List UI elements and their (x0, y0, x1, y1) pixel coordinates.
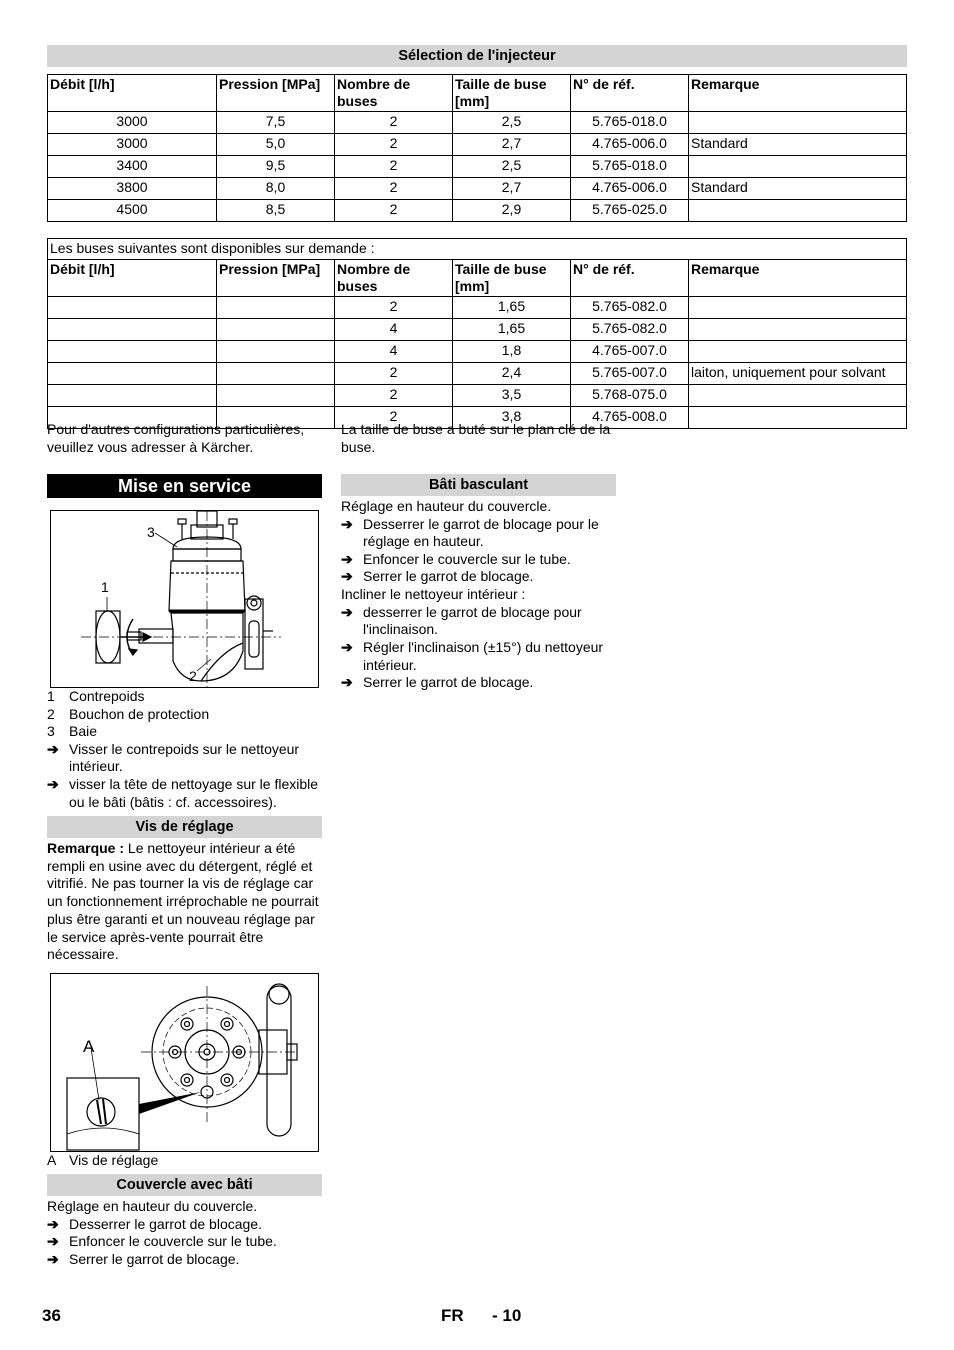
arrow-right-icon: ➔ (47, 1250, 59, 1267)
cleaning-head-drawing (51, 511, 318, 687)
cell: 8,0 (217, 178, 335, 200)
cell: 3000 (48, 134, 217, 156)
language-code: FR (441, 1306, 464, 1325)
table-row (48, 363, 907, 385)
cell: 3800 (48, 178, 217, 200)
injector-table (47, 74, 907, 222)
cell (48, 341, 217, 363)
figure-label-1: 1 (101, 579, 109, 595)
cell (48, 319, 217, 341)
couvercle-instructions (47, 1198, 325, 1268)
cell: 4.765-006.0 (571, 178, 689, 200)
instruction-step (341, 551, 621, 569)
step-text: Desserrer le garrot de blocage pour le réglage en hauteur. (363, 515, 599, 550)
legend-text: Bouchon de protection (69, 705, 210, 722)
sub-page-number: - 10 (492, 1306, 522, 1325)
legend-num: 3 (47, 723, 55, 740)
table-row (48, 156, 907, 178)
cell: 5.768-075.0 (571, 385, 689, 407)
instruction-step (47, 776, 325, 811)
cell: 7,5 (217, 112, 335, 134)
cell: 8,5 (217, 200, 335, 222)
legend-text: Contrepoids (69, 688, 145, 704)
instruction-step (47, 1216, 325, 1234)
intro-text: Incliner le nettoyeur intérieur : (341, 586, 526, 603)
intro-text: Réglage en hauteur du couvercle. (47, 1198, 258, 1214)
legend-num: 1 (47, 688, 55, 704)
cell: 5.765-018.0 (571, 112, 689, 134)
arrow-right-icon: ➔ (341, 515, 353, 532)
col-header: Nombre de buses (335, 260, 453, 297)
table-row (48, 297, 907, 319)
cell: 2,5 (453, 156, 571, 178)
cell: 1,8 (453, 341, 571, 363)
cell (217, 297, 335, 319)
cell: 5.765-018.0 (571, 156, 689, 178)
step-text: Serrer le garrot de blocage. (363, 674, 534, 691)
cell: 2,9 (453, 200, 571, 222)
col-header: Débit [l/h] (48, 260, 217, 297)
section-title-couvercle: Couvercle avec bâti (47, 1174, 322, 1196)
arrow-right-icon: ➔ (341, 638, 353, 655)
section-title-mise-en-service: Mise en service (47, 474, 322, 498)
cell: 2,4 (453, 363, 571, 385)
cell: 2 (335, 407, 453, 429)
cell: 2,7 (453, 178, 571, 200)
arrow-right-icon: ➔ (341, 550, 353, 567)
table-row (48, 385, 907, 407)
figure-label-3: 3 (147, 524, 155, 540)
legend-item (47, 706, 325, 724)
col-header: N° de réf. (571, 75, 689, 112)
note-nozzle-size: La taille de buse a buté sur le plan clé de la buse. (341, 421, 611, 455)
cell: 5.765-082.0 (571, 297, 689, 319)
figure-adjusting-screw (50, 973, 319, 1152)
cell (689, 385, 907, 407)
col-header: N° de réf. (571, 260, 689, 297)
instruction-step (341, 604, 621, 639)
cell (48, 363, 217, 385)
cell (689, 112, 907, 134)
cell (689, 200, 907, 222)
col-header: Débit [l/h] (48, 75, 217, 112)
instruction-step (341, 568, 621, 586)
cell: 2 (335, 200, 453, 222)
table-row (48, 341, 907, 363)
col-header: Remarque (689, 75, 907, 112)
cell (48, 297, 217, 319)
bati-instructions (341, 498, 621, 692)
figure2-legend (47, 1152, 325, 1170)
table-row (48, 200, 907, 222)
arrow-right-icon: ➔ (47, 775, 59, 792)
cell: laiton, uniquement pour solvant (689, 363, 907, 385)
cell: 2 (335, 385, 453, 407)
table-row (48, 134, 907, 156)
section-title-bati-basculant: Bâti basculant (341, 474, 616, 496)
optional-nozzles-table (47, 238, 907, 429)
cell (217, 319, 335, 341)
cell: Standard (689, 178, 907, 200)
legend-item (47, 1152, 325, 1170)
cell: 2 (335, 178, 453, 200)
remark-text: Le nettoyeur intérieur a été rempli en usine avec du détergent, réglé et vitrifié. Ne pas tourner la vis de réglage car un fonctionnement irréprochable ne pourrait plus être garanti et un nouveau réglage par le service après-vente pourrait être nécessaire. (47, 840, 319, 963)
step-text: visser la tête de nettoyage sur le flexible ou le bâti (bâtis : cf. accessoires). (69, 775, 319, 810)
figure-label-2: 2 (189, 668, 197, 684)
note-other-configs: Pour d'autres configurations particulières, veuillez vous adresser à Kärcher. (47, 421, 305, 455)
table1-title: Sélection de l'injecteur (47, 45, 907, 67)
arrow-right-icon: ➔ (341, 568, 353, 585)
table-row (48, 178, 907, 200)
adjusting-screw-drawing (51, 974, 318, 1151)
col-header: Pression [MPa] (217, 260, 335, 297)
cell (217, 341, 335, 363)
figure1-legend (47, 688, 325, 811)
cell: 2 (335, 363, 453, 385)
cell: 4 (335, 341, 453, 363)
instruction-step (341, 639, 621, 674)
instruction-step (47, 1233, 325, 1251)
cell: 4.765-008.0 (571, 407, 689, 429)
cell: 2 (335, 156, 453, 178)
arrow-right-icon: ➔ (47, 1233, 59, 1250)
cell: 1,65 (453, 297, 571, 319)
step-text: Enfoncer le couvercle sur le tube. (69, 1233, 277, 1250)
instruction-step (341, 516, 621, 551)
cell (217, 363, 335, 385)
step-text: Visser le contrepoids sur le nettoyeur intérieur. (69, 740, 300, 775)
remark-paragraph (47, 840, 322, 964)
step-text: Serrer le garrot de blocage. (69, 1250, 240, 1267)
table-row (48, 112, 907, 134)
arrow-right-icon: ➔ (47, 740, 59, 757)
cell: 2 (335, 112, 453, 134)
intro-text: Réglage en hauteur du couvercle. (341, 498, 552, 514)
cell: 3,5 (453, 385, 571, 407)
cell: 3400 (48, 156, 217, 178)
cell: 5.765-025.0 (571, 200, 689, 222)
col-header: Remarque (689, 260, 907, 297)
instruction-step (341, 674, 621, 692)
page-number: 36 (42, 1306, 61, 1325)
instruction-step (47, 1251, 325, 1269)
cell: 4500 (48, 200, 217, 222)
col-header: Nombre de buses (335, 75, 453, 112)
cell: Standard (689, 134, 907, 156)
step-text: desserrer le garrot de blocage pour l'inclinaison. (363, 603, 582, 638)
arrow-right-icon: ➔ (341, 603, 353, 620)
cell (217, 385, 335, 407)
cell: 4.765-007.0 (571, 341, 689, 363)
cell: 2 (335, 297, 453, 319)
step-text: Desserrer le garrot de blocage. (69, 1215, 262, 1232)
cell: 4.765-006.0 (571, 134, 689, 156)
legend-num: 2 (47, 705, 55, 722)
table2-caption: Les buses suivantes sont disponibles sur demande : (48, 239, 907, 260)
step-text: Régler l'inclinaison (±15°) du nettoyeur intérieur. (363, 638, 604, 673)
legend-item (47, 723, 325, 741)
col-header: Taille de buse [mm] (453, 260, 571, 297)
cell: 1,65 (453, 319, 571, 341)
cell: 3,8 (453, 407, 571, 429)
legend-text: Vis de réglage (69, 1152, 159, 1168)
cell: 5.765-007.0 (571, 363, 689, 385)
cell: 2,5 (453, 112, 571, 134)
figure-label-a: A (83, 1037, 95, 1056)
cell: 9,5 (217, 156, 335, 178)
cell: 4 (335, 319, 453, 341)
legend-text: Baie (69, 723, 98, 740)
remark-label: Remarque : (47, 840, 125, 856)
arrow-right-icon: ➔ (341, 674, 353, 691)
cell (48, 385, 217, 407)
cell: 2,7 (453, 134, 571, 156)
legend-item (47, 688, 325, 706)
step-text: Enfoncer le couvercle sur le tube. (363, 550, 571, 567)
cell (689, 341, 907, 363)
step-text: Serrer le garrot de blocage. (363, 568, 534, 585)
instruction-step (47, 741, 325, 776)
figure-cleaning-head (50, 510, 319, 688)
cell (689, 407, 907, 429)
cell (689, 297, 907, 319)
section-title-vis-de-reglage: Vis de réglage (47, 816, 322, 838)
cell (689, 156, 907, 178)
cell: 2 (335, 134, 453, 156)
arrow-right-icon: ➔ (47, 1215, 59, 1232)
table-row (48, 319, 907, 341)
cell: 3000 (48, 112, 217, 134)
col-header: Pression [MPa] (217, 75, 335, 112)
cell: 5.765-082.0 (571, 319, 689, 341)
cell (689, 319, 907, 341)
col-header: Taille de buse [mm] (453, 75, 571, 112)
cell: 5,0 (217, 134, 335, 156)
legend-num: A (47, 1152, 57, 1168)
